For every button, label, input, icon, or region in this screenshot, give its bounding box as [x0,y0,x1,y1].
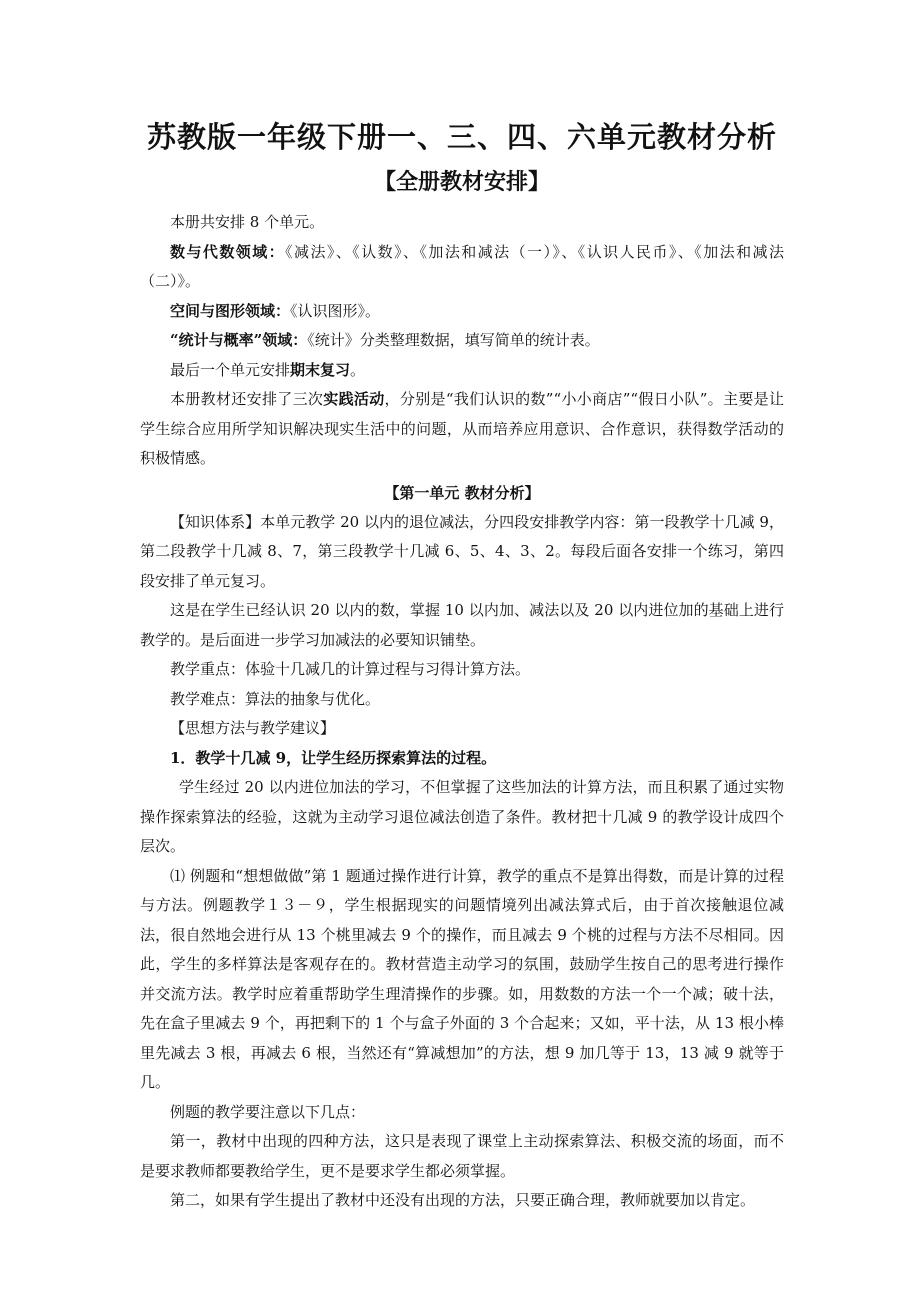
final-review-prefix: 最后一个单元安排 [170,360,291,379]
paragraph-notes-intro: 例题的教学要注意以下几点： [170,1102,366,1121]
document-title: 苏教版一年级下册一、三、四、六单元教材分析 [146,120,777,154]
number-domain-text: 《减法》、《认数》、《加法和减法（一）》、《认识人民币》、《加法和减法（二）》。 [140,242,784,290]
space-domain-text: 《认识图形》。 [290,301,381,320]
stat-domain-label: “统计与概率”领域： [170,331,308,349]
final-review-bold: 期末复习 [290,360,351,379]
stat-domain-text: 《统计》分类整理数据，填写简单的统计表。 [307,331,600,349]
paragraph-space-domain [140,297,784,327]
paragraph-final-review [140,356,784,386]
paragraph-point1-text: 学生经过 20 以内进位加法的学习，不但掌握了这些加法的计算方法，而且积累了通过实物操作探索算法的经验，这就为主动学习退位减法创造了条件。教材把十几减 9 的教学设计成四个层次。 [140,778,784,855]
document-content [140,112,784,1216]
section-heading-whole-book: 【全册教材安排】 [373,169,550,195]
paragraph-item1: ⑴ 例题和“想想做做”第 1 题通过操作进行计算，教学的重点不是算出得数，而是计算的过程与方法。例题教学１３－９，学生根据现实的问题情境列出减法算式后，由于首次接触退位减法，很自然地会进行从 13 个桃里减去 9 个的操作，而且减去 9 个桃的过程与方法不尽相同。因此，学生的多样算法是客观存在的。教材营造主动学习的氛围，鼓励学生按自己的思考进行操作并交流方法。教学时应着重帮助学生理清操作的步骤。如，用数数的方法一个一个减；破十法，先在盒子里减去 9 个，再把剩下的 1 个与盒子外面的 3 个合起来；又如，平十法，从 13 根小棒里先减去 3 根，再减去 6 根，当然还有“算减想加”的方法，想 9 加几等于 13，13 减 9 就等于几。 [140,866,784,1091]
space-domain-label: 空间与图形领域： [170,301,291,320]
paragraph-method-heading: 【思想方法与教学建议】 [170,719,336,737]
paragraph-units: 本册共安排 8 个单元。 [170,213,325,231]
paragraph-point1-heading: 1．教学十几减 9，让学生经历探索算法的过程。 [170,748,497,767]
final-review-suffix: 。 [350,360,366,379]
section-heading-unit1: 【第一单元 教材分析】 [384,483,540,502]
paragraph-difficulty: 教学难点：算法的抽象与优化。 [170,689,381,708]
practice-suffix: ，分别是“我们认识的数”“小小商店”“假日小队”。主要是让学生综合应用所学知识解决现实生活中的问题，从而培养应用意识、合作意识，获得数学活动的积极情感。 [140,390,784,467]
paragraph-basis: 这是在学生已经认识 20 以内的数，掌握 10 以内加、减法以及 20 以内进位加的基础上进行教学的。是后面进一步学习加减法的必要知识铺垫。 [140,601,784,649]
paragraph-note1: 第一，教材中出现的四种方法，这只是表现了课堂上主动探索算法、积极交流的场面，而不是要求教师都要教给学生，更不是要求学生都必须掌握。 [140,1132,784,1180]
paragraph-knowledge-system: 【知识体系】本单元教学 20 以内的退位减法，分四段安排教学内容：第一段教学十几减 9，第二段教学十几减 8、7，第三段教学十几减 6、5、4、3、2。每段后面各安排一个练习，第四段安排了单元复习。 [140,512,784,590]
paragraph-stat-domain [140,326,784,356]
paragraph-note2: 第二，如果有学生提出了教材中还没有出现的方法，只要正确合理，教师就要加以肯定。 [170,1191,756,1209]
paragraph-number-domain [140,238,784,297]
paragraph-focus: 教学重点：体验十几减几的计算过程与习得计算方法。 [170,660,531,678]
paragraph-practice [140,385,784,474]
practice-bold: 实践活动 [323,390,385,408]
practice-prefix: 本册教材还安排了三次 [170,390,324,408]
number-domain-label: 数与代数领域： [170,242,286,261]
